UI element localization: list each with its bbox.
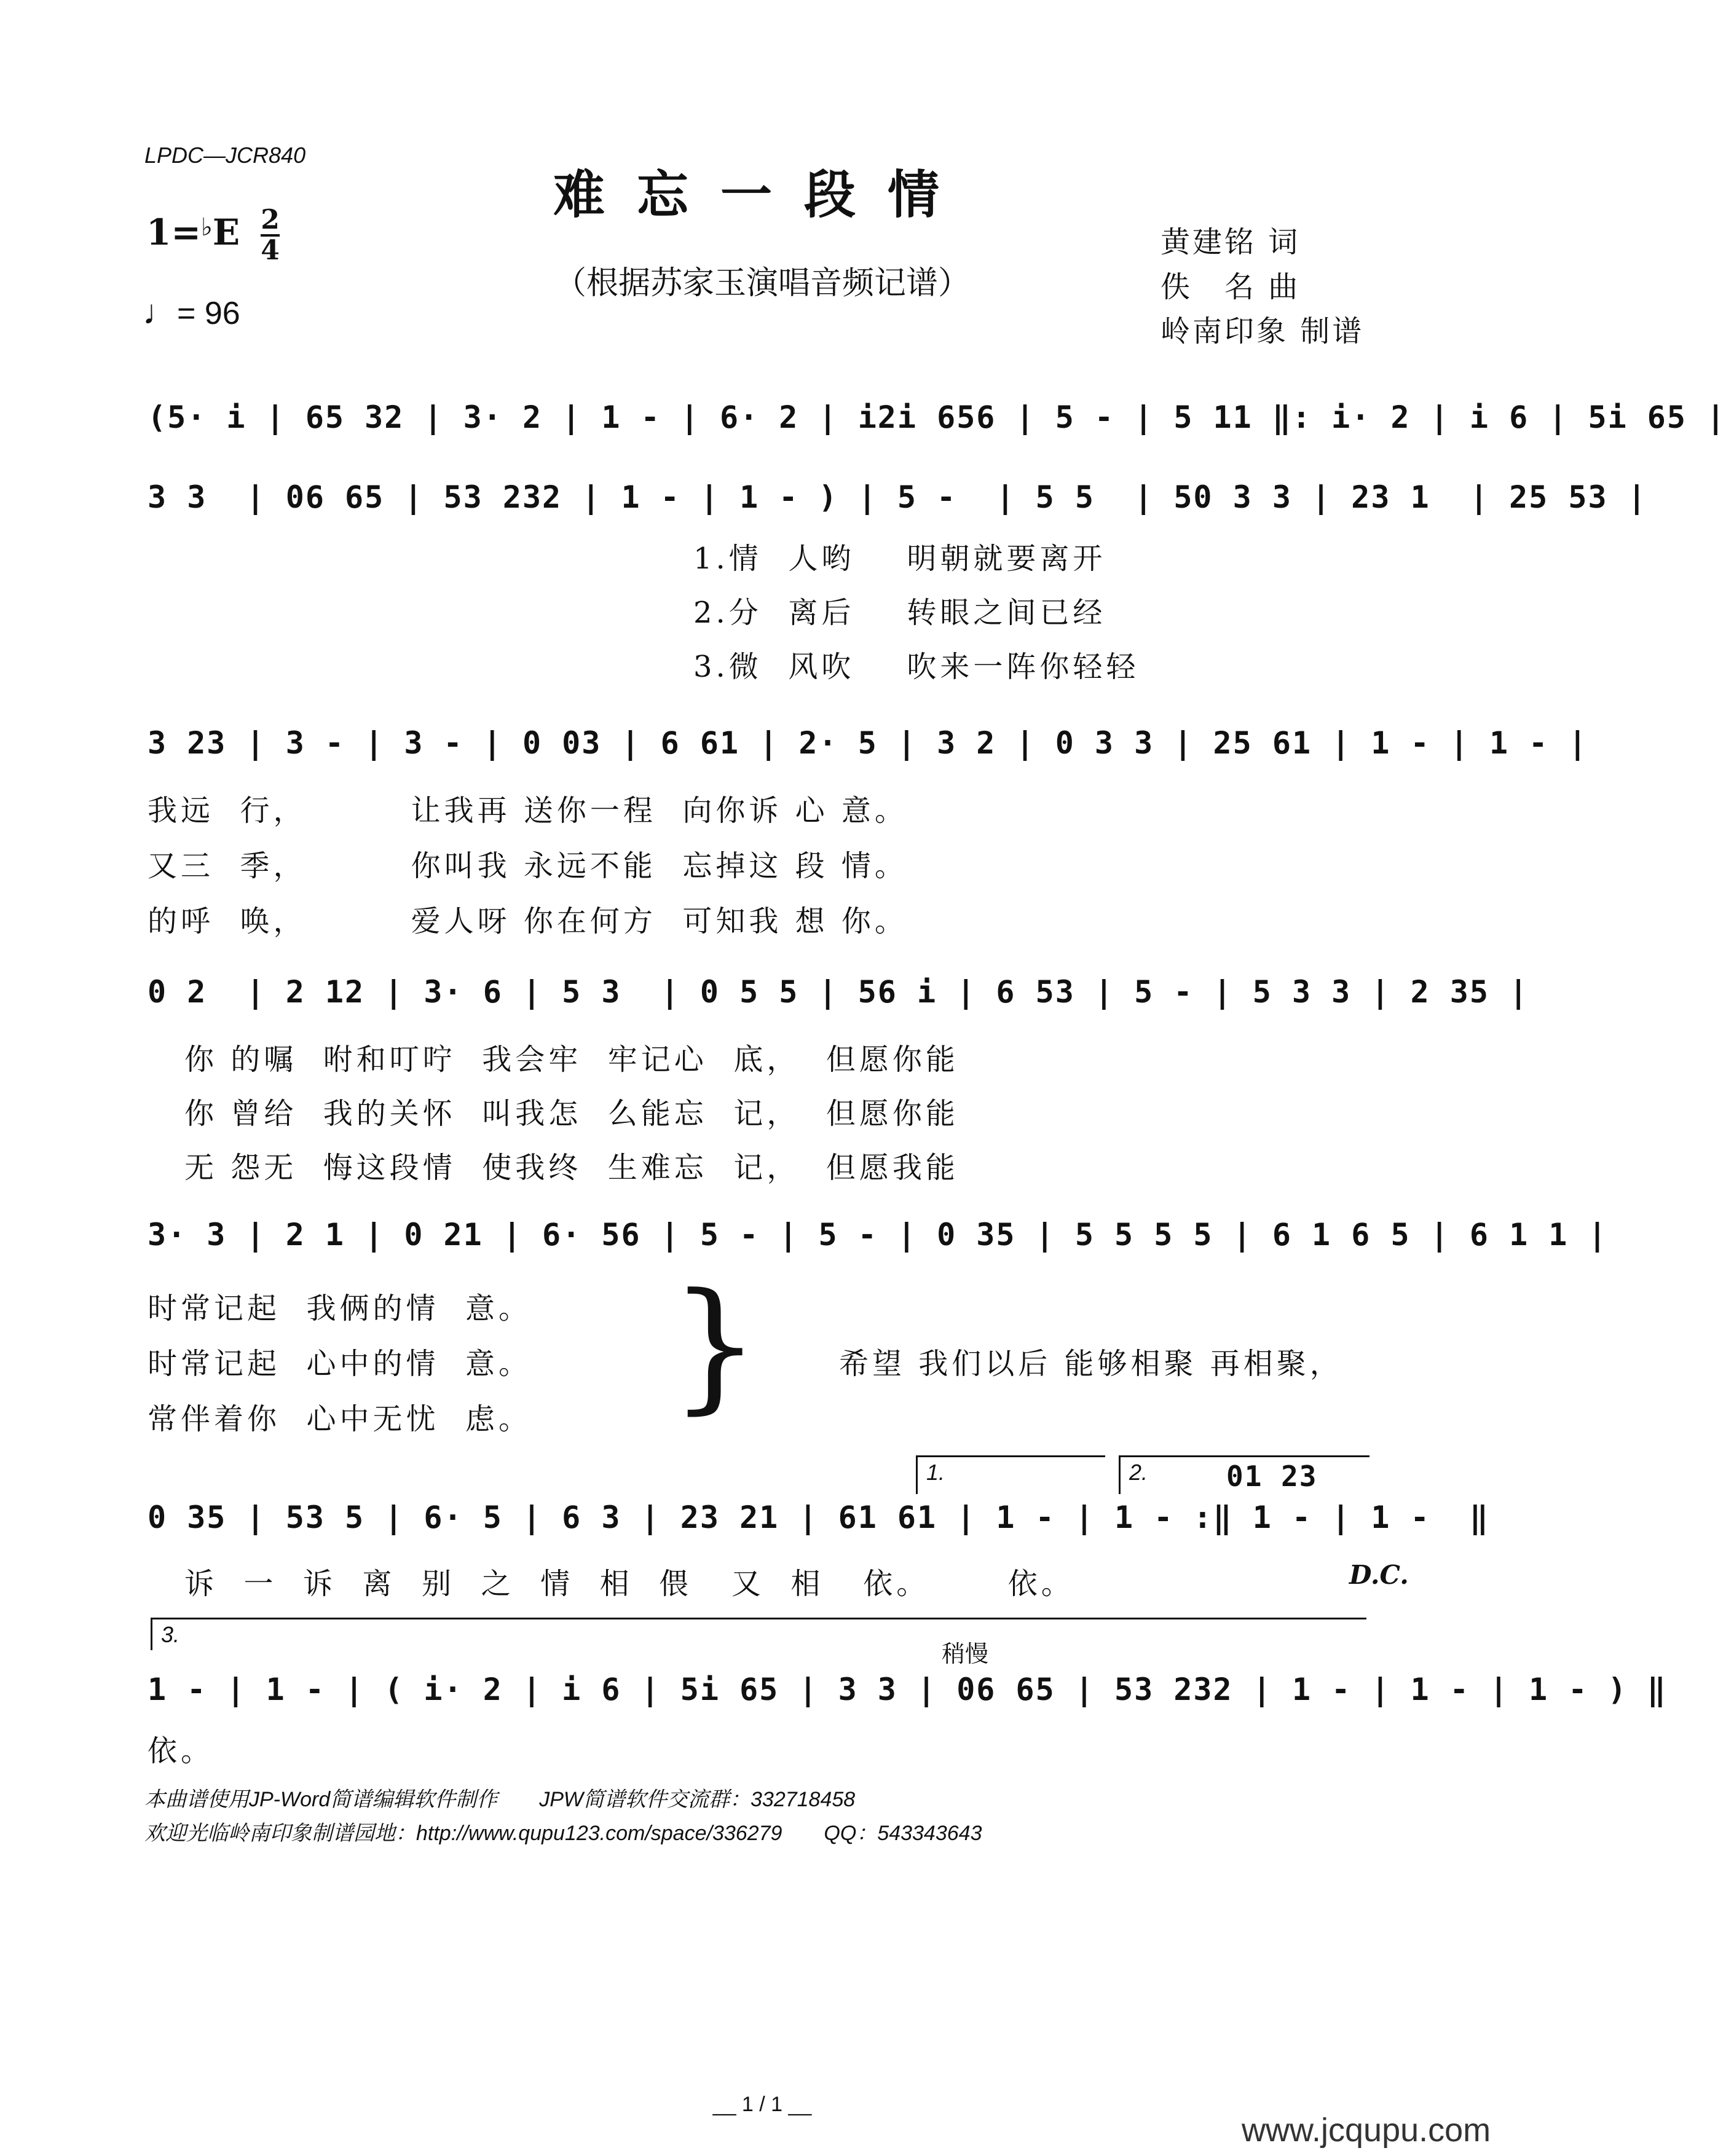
time-bottom: 4	[261, 235, 280, 266]
volta-3-label: 3.	[161, 1622, 180, 1647]
system-2-lyrics-2: 2.分 离后 转眼之间已经	[693, 596, 1106, 630]
key-note: E	[212, 211, 240, 253]
system-4-lyrics-2: 你 曾给 我的关怀 叫我怎 么能忘 记， 但愿你能	[184, 1096, 959, 1131]
lyrics-brace: }	[670, 1264, 760, 1428]
system-5-lyrics-3: 常伴着你 心中无忧 虑。	[148, 1402, 532, 1436]
system-3-lyrics-3: 的呼 唤， 爱人呀 你在何方 可知我 想 你。	[148, 904, 908, 938]
system-1-music: (5· i | 65 32 | 3· 2 | 1 - | 6· 2 | i2i 656 | 5 - | 5 11 ‖: i· 2 | i 6 | 5i 65 |	[148, 399, 1726, 435]
time-top: 2	[261, 204, 280, 235]
volta-1-label: 1.	[926, 1460, 945, 1485]
score-title: 难忘一段情	[553, 164, 971, 225]
volta-first-ending	[916, 1455, 1105, 1494]
system-4-music: 0 2 | 2 12 | 3· 6 | 5 3 | 0 5 5 | 56 i | 6 53 | 5 - | 5 3 3 | 2 35 |	[148, 974, 1529, 1010]
system-7-music: 1 - | 1 - | ( i· 2 | i 6 | 5i 65 | 3 3 | 06 65 | 53 232 | 1 - | 1 - | 1 - ) ‖	[148, 1672, 1667, 1707]
footer-line-1: 本曲谱使用JP-Word简谱编辑软件制作 JPW简谱软件交流群：332718458	[144, 1788, 856, 1811]
score-code: LPDC—JCR840	[144, 143, 306, 168]
watermark: www.jcqupu.com	[1242, 2112, 1491, 2149]
system-3-music: 3 23 | 3 - | 3 - | 0 03 | 6 61 | 2· 5 | 3 2 | 0 3 3 | 25 61 | 1 - | 1 - |	[148, 725, 1588, 761]
key-signature	[146, 206, 280, 265]
quarter-note-icon: ♩	[143, 293, 177, 331]
chorus-lyrics: 希望 我们以后 能够相聚 再相聚，	[839, 1347, 1343, 1381]
system-2-music: 3 3 | 06 65 | 53 232 | 1 - | 1 - ) | 5 - | 5 5 | 50 3 3 | 23 1 | 25 53 |	[148, 479, 1647, 515]
volta-third-ending	[151, 1618, 1366, 1650]
score-subtitle: （根据苏家玉演唱音频记谱）	[554, 265, 970, 302]
second-ending-upper-notes: 01 23	[1226, 1460, 1318, 1493]
tempo-slow-marking: 稍慢	[942, 1640, 989, 1667]
time-signature	[261, 206, 280, 265]
composer-credit: 佚 名 曲	[1161, 270, 1301, 304]
system-7-lyrics: 依。	[148, 1734, 215, 1768]
page-number: __ 1 / 1 __	[712, 2093, 812, 2116]
system-5-lyrics-1: 时常记起 我俩的情 意。	[148, 1291, 532, 1326]
tempo-marking	[143, 292, 240, 332]
tempo-value: = 96	[177, 296, 240, 331]
system-6-music: 0 35 | 53 5 | 6· 5 | 6 3 | 23 21 | 61 61 | 1 - | 1 - :‖ 1 - | 1 - ‖	[148, 1500, 1489, 1535]
system-3-lyrics-1: 我远 行， 让我再 送你一程 向你诉 心 意。	[148, 793, 908, 828]
system-2-lyrics-3: 3.微 风吹 吹来一阵你轻轻	[693, 650, 1140, 684]
lyricist-credit: 黄建铭 词	[1161, 225, 1301, 259]
system-3-lyrics-2: 又三 季， 你叫我 永远不能 忘掉这 段 情。	[148, 849, 908, 883]
key-prefix: 1=	[146, 211, 201, 253]
system-2-lyrics-1: 1.情 人哟 明朝就要离开	[693, 541, 1106, 576]
system-5-lyrics-2: 时常记起 心中的情 意。	[148, 1347, 532, 1381]
dc-marking: D.C.	[1349, 1560, 1409, 1590]
system-5-music: 3· 3 | 2 1 | 0 21 | 6· 56 | 5 - | 5 - | 0 35 | 5 5 5 5 | 6 1 6 5 | 6 1 1 |	[148, 1217, 1608, 1253]
flat-icon: ♭	[200, 212, 213, 242]
volta-2-label: 2.	[1129, 1460, 1148, 1485]
system-4-lyrics-1: 你 的嘱 咐和叮咛 我会牢 牢记心 底， 但愿你能	[184, 1042, 959, 1077]
system-6-lyrics: 诉 一 诉 离 别 之 情 相 偎 又 相 依。 依。	[184, 1567, 1074, 1601]
system-4-lyrics-3: 无 怨无 悔这段情 使我终 生难忘 记， 但愿我能	[184, 1151, 959, 1185]
arranger-credit: 岭南印象 制谱	[1161, 314, 1365, 348]
footer-line-2: 欢迎光临岭南印象制谱园地：http://www.qupu123.com/space/336279 QQ：543343643	[144, 1822, 982, 1845]
